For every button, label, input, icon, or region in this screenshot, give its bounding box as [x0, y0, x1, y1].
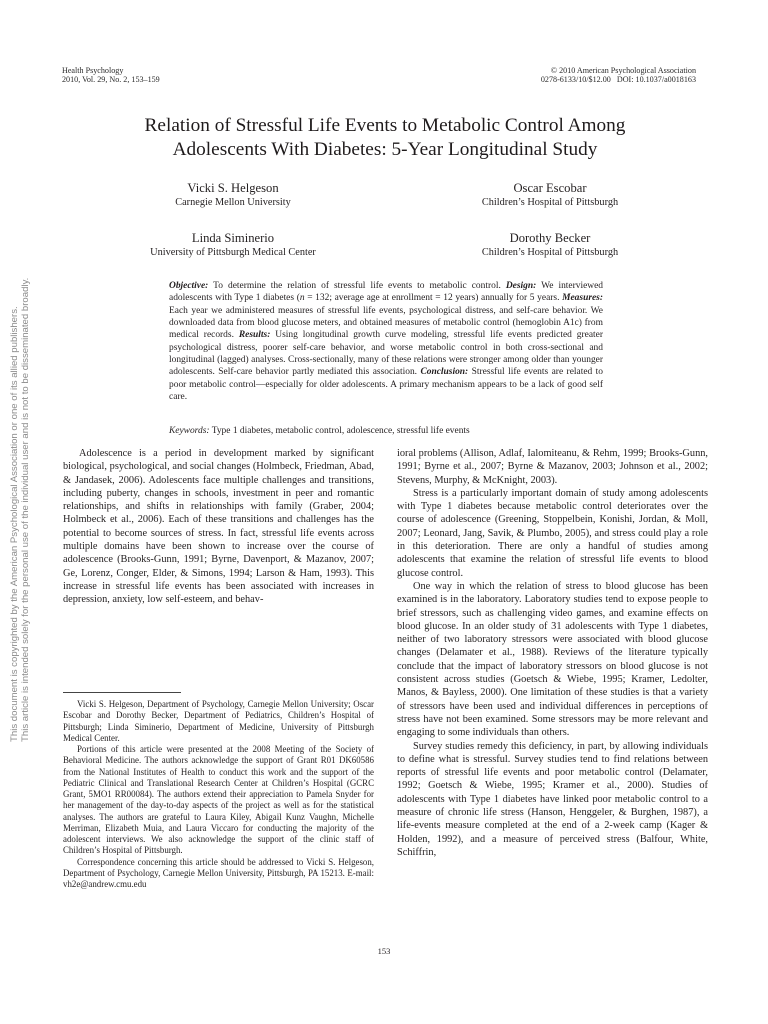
abstract-design: We interviewed adolescents with Type 1 diabetes (	[169, 281, 604, 304]
abstract-conclusion: Stressful life events are related to poor metabolic control—especially for older adolescents. A primary mechanism appears to be a lack of good self care.	[169, 367, 603, 403]
author-note	[63, 699, 374, 890]
copyright-notice: © 2010 American Psychological Association	[550, 66, 696, 75]
copyright-watermark-line-2: This article is intended solely for the personal use of the individual user and is not to be disseminated broadly.	[20, 277, 31, 742]
keywords-list: Type 1 diabetes, metabolic control, adolescence, stressful life events	[209, 426, 470, 436]
abstract-results-label: Results:	[238, 330, 271, 341]
footnote-divider	[63, 692, 181, 693]
author-name: Dorothy Becker	[509, 231, 591, 245]
author-block	[420, 231, 680, 259]
abstract-results: Using longitudinal growth curve modeling, stressful life events predicted greater psychological distress, poorer self-care behavior, and worse metabolic control in both cross-sectional and longitudinal (lagged) analyses. Cross-sectionally, many of these relations were stronger among older than younger adolescents. Self-care behavior partly mediated this association.	[169, 330, 603, 378]
journal-name: Health Psychology	[62, 66, 124, 75]
abstract-measures-label: Measures:	[562, 293, 603, 304]
abstract-design-rest: = 132; average age at enrollment = 12 years) annually for 5 years.	[304, 293, 563, 304]
abstract-objective: To determine the relation of stressful life events to metabolic control.	[208, 281, 506, 291]
body-paragraph: One way in which the relation of stress to blood glucose has been examined is in the laboratory. Laboratory studies tend to expose people to brief stressors, such as challenging video games, and examine effects on blood glucose. In an older study of 31 adolescents with Type 1 diabetes, neither of two laboratory stressors were associated with blood glucose changes (Delamater et al., 1988). Reviews of the literature typically conclude that the impact of laboratory stressors on blood glucose is not consistent across studies (Goetsch & Wiebe, 1995; Kramer, Ledolter, Manos, & Bayless, 2000). One limitation of these studies is that a variety of stressors have been used and individual differences in perceptions of stress have not been examined. Some stressors may be more relevant and engaging to some individuals than others.	[397, 580, 708, 739]
author-affiliation: Carnegie Mellon University	[175, 197, 291, 208]
body-column-left	[63, 447, 374, 607]
running-header-left	[62, 66, 160, 85]
footnote-paragraph: Vicki S. Helgeson, Department of Psychology, Carnegie Mellon University; Oscar Escobar and Dorothy Becker, Department of Pediatrics, Children’s Hospital of Pittsburgh; Linda Siminerio, Department of Medicine, University of Pittsburgh Medical Center.	[63, 699, 374, 743]
article-title	[60, 114, 710, 162]
body-paragraph: Adolescence is a period in development marked by significant biological, psychological, and social changes (Holmbeck, Friedman, Abad, & Jandasek, 2006). Adolescents face multiple challenges and transitions, including puberty, changes in schools, investment in peer and romantic relationships, and shifts in relationships with family (Graber, 2004; Holmbeck et al., 2006). Each of these transitions and challenges has the potential to become sources of stress. In fact, stressful life events across multiple domains have been shown to increase over the course of adolescence (Brooks-Gunn, 1991; Byrne, Davenport, & Mazanov, 2007; Ge, Lorenz, Conger, Elder, & Simons, 1994; Larson & Ham, 1993). This increase in stressful life events has been associated with increases in depression, anxiety, low self-esteem, and behav-	[63, 448, 374, 606]
journal-volume: 2010, Vol. 29, No. 2, 153–159	[62, 75, 160, 85]
body-column-right	[397, 447, 708, 859]
keywords-label: Keywords:	[169, 426, 210, 436]
author-affiliation: Children’s Hospital of Pittsburgh	[481, 247, 619, 258]
body-paragraph: Stress is a particularly important domain of study among adolescents with Type 1 diabetes because metabolic control deteriorates over the course of adolescence (Greening, Stoppelbein, Konishi, Jordan, & Moll, 2007; Leonard, Jang, Savik, & Plumbo, 2005), and stress could play a role in this deterioration. There are only a handful of studies among adolescents that examine the relation of stressful life events to blood glucose control.	[397, 487, 708, 579]
body-paragraph: Survey studies remedy this deficiency, in part, by allowing individuals to define what is stressful. Survey studies tend to find relations between reports of stressful life events and poor metabolic control (Delamater, 1992; Goetsch & Wiebe, 1995; Kramer et al., 2000). Studies of adolescents with Type 1 diabetes have linked poor metabolic control to a measure of chronic life stress (Hanson, Henggeler, & Burghen, 1987), a life-events measure completed at the end of a 2-week camp (Kager & Holden, 1992), and a measure of perceived stress (Balfour, White, Schiffrin,	[397, 740, 708, 858]
author-affiliation: Children’s Hospital of Pittsburgh	[481, 197, 619, 208]
abstract-design-label: Design:	[505, 281, 537, 291]
body-paragraph: ioral problems (Allison, Adlaf, Ialomiteanu, & Rehm, 1999; Brooks-Gunn, 1991; Byrne et al., 2007; Byrne & Mazanov, 2003; Johnson et al., 2002; Stevens, Murphy, & McKnight, 2003).	[397, 448, 708, 486]
running-header-right	[541, 66, 696, 85]
copyright-watermark-line-1: This document is copyrighted by the American Psychological Association or one of its allied publishers.	[9, 306, 20, 742]
title-line-2: Adolescents With Diabetes: 5-Year Longitudinal Study	[172, 139, 598, 160]
title-line-1: Relation of Stressful Life Events to Metabolic Control Among	[144, 115, 626, 136]
abstract-measures: Each year we administered measures of stressful life events, psychological distress, and self-care behavior. We downloaded data from blood glucose meters, and obtained measures of metabolic control (hemoglobin A1c) from medical records.	[169, 305, 603, 341]
author-affiliation: University of Pittsburgh Medical Center	[150, 247, 316, 258]
doi: 0278-6133/10/$12.00 DOI: 10.1037/a0018163	[540, 75, 696, 85]
abstract-n-symbol: n	[299, 293, 305, 304]
author-name: Oscar Escobar	[513, 181, 587, 195]
page-number: 153	[377, 946, 391, 956]
footnote-paragraph: Correspondence concerning this article should be addressed to Vicki S. Helgeson, Department of Psychology, Carnegie Mellon University, Pittsburgh, PA 15213. E-mail: vh2e@andrew.cmu.edu	[63, 856, 374, 889]
keywords	[169, 425, 603, 437]
abstract	[169, 280, 603, 403]
author-block	[103, 181, 363, 209]
author-name: Linda Siminerio	[191, 231, 275, 245]
author-block	[420, 181, 680, 209]
abstract-objective-label: Objective:	[169, 281, 209, 291]
author-name: Vicki S. Helgeson	[187, 181, 279, 195]
abstract-conclusion-label: Conclusion:	[420, 367, 469, 378]
author-block	[103, 231, 363, 259]
footnote-paragraph: Portions of this article were presented at the 2008 Meeting of the Society of Behavioral Medicine. The authors acknowledge the support of Grant R01 DK60586 from the National Institutes of Health to conduct this work and the support of the Pediatric Clinical and Translational Research Center at Children’s Hospital (GCRC Grant, 5MO1 RR00084). The authors extend their appreciation to Pamela Snyder for her management of the day-to-day aspects of the project as well as for the statistical analyses. The authors are grateful to Laura Kiley, Abigail Kunz Vaughn, Michelle Merriman, Elizabeth Muia, and Laura Viccaro for conducting the majority of the adolescent interviews. We also acknowledge the support of the clinic staff of Children’s Hospital of Pittsburgh.	[63, 744, 374, 856]
